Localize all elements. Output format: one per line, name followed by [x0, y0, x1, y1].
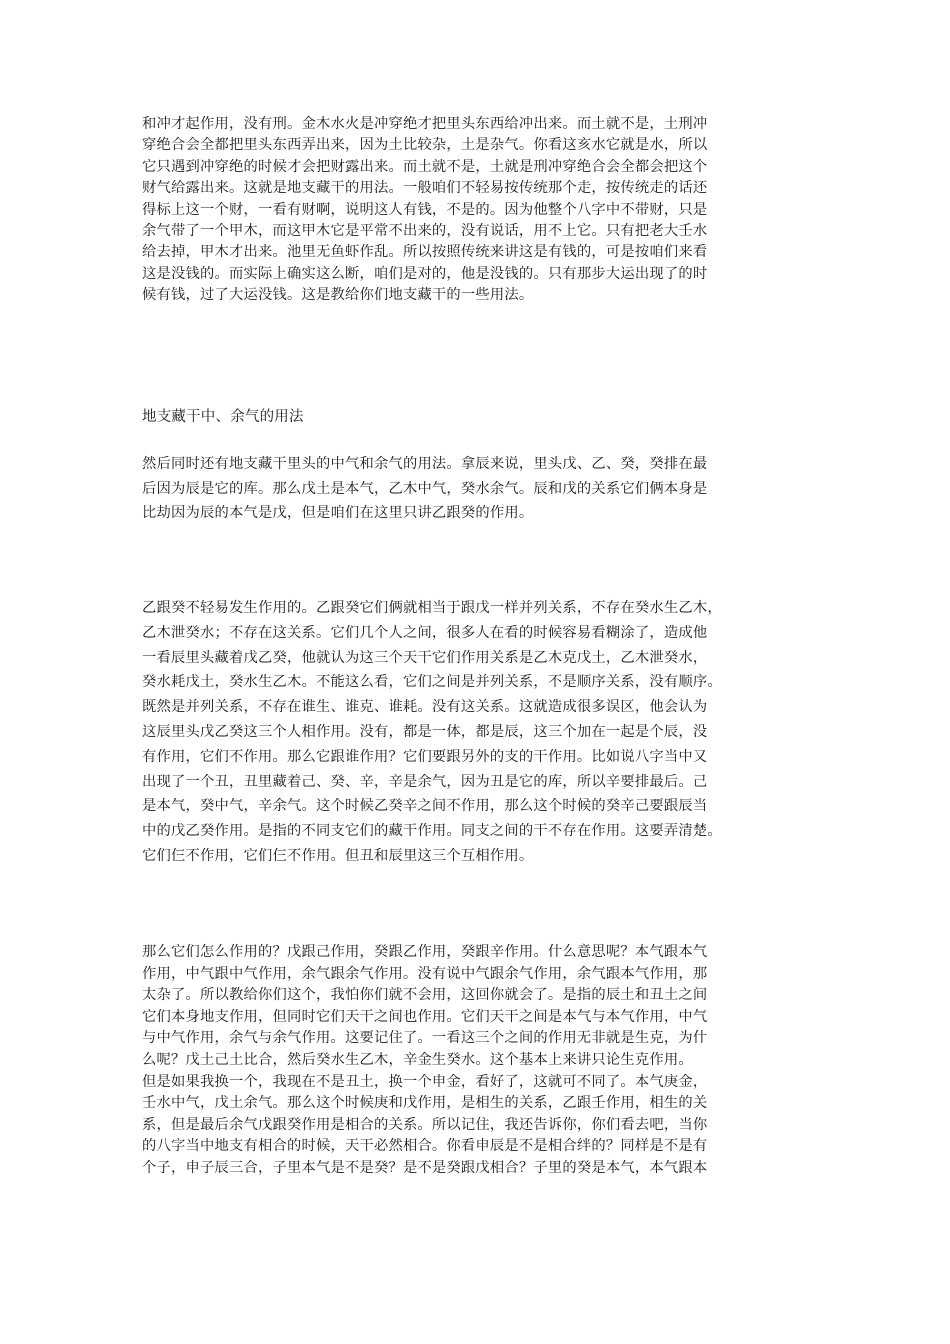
text-line: 乙木泄癸水；不存在这关系。它们几个人之间，很多人在看的时候容易看糊涂了，造成他 — [142, 624, 708, 641]
text-line: 有作用，它们不作用。那么它跟谁作用？它们要跟另外的支的干作用。比如说八字当中又 — [142, 748, 708, 765]
text-line: 然后同时还有地支藏干里头的中气和余气的用法。拿辰来说，里头戊、乙、癸，癸排在最 — [142, 456, 708, 472]
paragraph-zhongqi-yuqi-intro — [142, 452, 707, 526]
text-line: 比劫因为辰的本气是戊，但是咱们在这里只讲乙跟癸的作用。 — [142, 505, 534, 521]
text-line: 作用，中气跟中气作用，余气跟余气作用。没有说中气跟余气作用，余气跟本气作用，那 — [142, 965, 708, 982]
text-line: 与中气作用，余气与余气作用。这要记住了。一看这三个之间的作用无非就是生克，为什 — [142, 1030, 708, 1047]
text-line: 但是如果我换一个，我现在不是丑土，换一个申金，看好了，这就可不同了。本气庚金， — [142, 1073, 708, 1090]
text-line: 个子，申子辰三合，子里本气是不是癸？是不是癸跟戊相合？子里的癸是本气，本气跟本 — [142, 1159, 708, 1176]
text-line: 一看辰里头藏着戊乙癸，他就认为这三个天干它们作用关系是乙木克戊土，乙木泄癸水， — [142, 649, 708, 666]
text-line: 是本气，癸中气，辛余气。这个时候乙癸辛之间不作用，那么这个时候的癸辛己要跟辰当 — [142, 798, 708, 815]
text-line: 候有钱，过了大运没钱。这是教给你们地支藏干的一些用法。 — [142, 287, 534, 304]
text-line: 太杂了。所以教给你们这个，我怕你们就不会用，这回你就会了。是指的辰土和丑土之间 — [142, 987, 708, 1004]
section-heading: 地支藏干中、余气的用法 — [142, 409, 304, 425]
text-line: 么呢？戊土己土比合，然后癸水生乙木，辛金生癸水。这个基本上来讲只论生克作用。 — [142, 1051, 693, 1068]
text-line: 财气给露出来。这就是地支藏干的用法。一般咱们不轻易按传统那个走，按传统走的话还 — [142, 180, 708, 197]
text-line: 这辰里头戊乙癸这三个人相作用。没有，都是一体，都是辰，这三个加在一起是个辰，没 — [142, 723, 708, 740]
text-line: 那么它们怎么作用的？戊跟己作用，癸跟乙作用，癸跟辛作用。什么意思呢？本气跟本气 — [142, 944, 708, 960]
text-line: 既然是并列关系，不存在谁生、谁克、谁耗。没有这关系。这就造成很多误区，他会认为 — [142, 699, 708, 716]
paragraph-how-they-interact — [142, 942, 707, 1180]
paragraph-yi-gui-relation — [142, 596, 722, 869]
text-line: 得标上这一个财，一看有财啊，说明这人有钱，不是的。因为他整个八字中不带财，只是 — [142, 201, 708, 218]
text-line: 穿绝合会全都把里头东西弄出来，因为土比较杂，土是杂气。你看这亥水它就是水，所以 — [142, 137, 708, 154]
text-line: 给去掉，甲木才出来。池里无鱼虾作乱。所以按照传统来讲这是有钱的，可是按咱们来看 — [142, 244, 708, 261]
text-line: 后因为辰是它的库。那么戊土是本气，乙木中气，癸水余气。辰和戊的关系它们俩本身是 — [142, 480, 708, 497]
text-line: 它只遇到冲穿绝的时候才会把财露出来。而土就不是，土就是刑冲穿绝合会全都会把这个 — [142, 158, 708, 175]
text-line: 出现了一个丑，丑里藏着己、癸、辛，辛是余气，因为丑是它的库，所以辛要排最后。己 — [142, 773, 708, 790]
text-line: 癸水耗戊土，癸水生乙木。不能这么看，它们之间是并列关系，不是顺序关系，没有顺序。 — [142, 674, 722, 691]
text-line: 余气带了一个甲木，而这甲木它是平常不出来的，没有说话，用不上它。只有把老大壬水 — [142, 223, 708, 240]
text-line: 系，但是最后余气戊跟癸作用是相合的关系。所以记住，我还告诉你，你们看去吧，当你 — [142, 1116, 708, 1133]
text-line: 它们本身地支作用，但同时它们天干之间也作用。它们天干之间是本气与本气作用，中气 — [142, 1008, 708, 1025]
text-line: 乙跟癸不轻易发生作用的。乙跟癸它们俩就相当于跟戊一样并列关系，不存在癸水生乙木， — [142, 600, 722, 616]
text-line: 壬水中气，戊土余气。那么这个时候庚和戊作用，是相生的关系，乙跟壬作用，相生的关 — [142, 1095, 708, 1112]
text-line: 中的戊乙癸作用。是指的不同支它们的藏干作用。同支之间的干不存在作用。这要弄清楚。 — [142, 823, 722, 840]
text-line: 这是没钱的。而实际上确实这么断，咱们是对的，他是没钱的。只有那步大运出现了的时 — [142, 265, 708, 282]
paragraph-zanggan-usage — [142, 114, 707, 307]
text-line: 它们仨不作用，它们仨不作用。但丑和辰里这三个互相作用。 — [142, 847, 534, 864]
text-line: 的八字当中地支有相合的时候，天干必然相合。你看申辰是不是相合绊的？同样是不是有 — [142, 1138, 708, 1155]
text-line: 和冲才起作用，没有刑。金木水火是冲穿绝才把里头东西给冲出来。而土就不是，土刑冲 — [142, 116, 708, 132]
